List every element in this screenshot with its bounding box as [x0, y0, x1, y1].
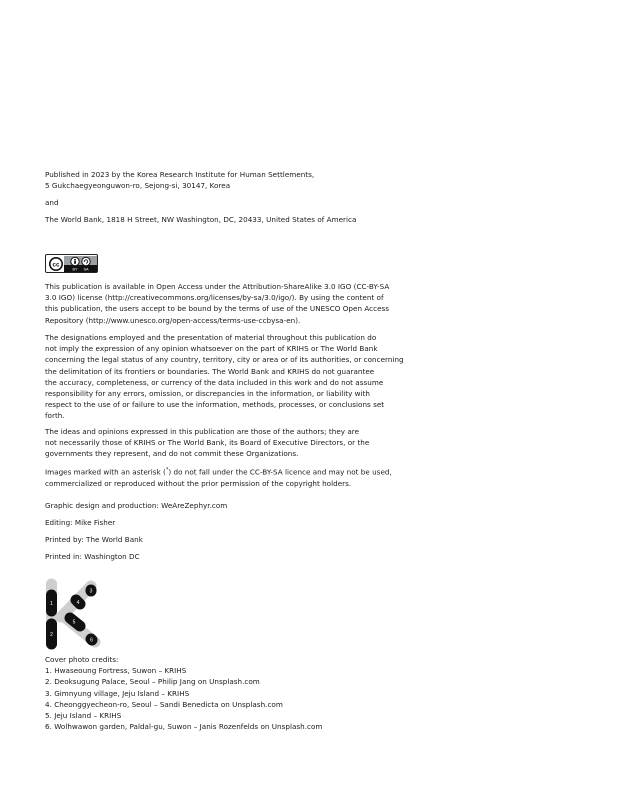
- cc-by-sa-badge: [45, 254, 98, 273]
- k-number-6: 6: [90, 637, 93, 644]
- designations-line: responsibility for any errors, omission, or discrepancies in the information, or liability with: [45, 389, 371, 399]
- cover-credit-item: 1. Hwaseoung Fortress, Suwon – KRIHS: [45, 666, 187, 676]
- images-line-2: commercialized or reproduced without the prior permission of the copyright holders.: [45, 478, 352, 488]
- designations-line: The designations employed and the presentation of material throughout this publication do: [45, 333, 377, 342]
- published-line-2: 5 Gukchaegyeonguwon-ro, Sejong-si, 30147, Korea: [45, 181, 231, 191]
- license-line: Repository (http://www.unesco.org/open-access/terms-use-ccbysa-en).: [45, 315, 301, 325]
- cover-credit-item: 6. Wolhwawon garden, Paldal-gu, Suwon – Janis Rozenfelds on Unsplash.com: [45, 722, 323, 732]
- designations-line: forth.: [45, 411, 65, 421]
- cover-credits: [45, 654, 425, 732]
- license-paragraph: [45, 281, 425, 326]
- k-number-5: 5: [72, 619, 76, 626]
- and-text: and: [45, 198, 59, 207]
- publisher-block: [45, 169, 425, 191]
- images-line-1-start: Images marked with an asterisk (: [45, 467, 166, 477]
- k-number-1: 1: [50, 601, 53, 607]
- cover-credits-heading: Cover photo credits:: [45, 655, 119, 664]
- designations-paragraph: [45, 332, 425, 422]
- graphic-design-credit: Graphic design and production: WeAreZephyr.com: [45, 501, 228, 510]
- images-paragraph: [45, 465, 425, 489]
- designations-line: the delimitation of its frontiers or boundaries. The World Bank and KRIHS do not guarantee: [45, 366, 375, 376]
- images-line-1-end: ) do not fall under the CC-BY-SA licence and may not be used,: [168, 467, 392, 477]
- cc-label: cc: [52, 260, 59, 268]
- designations-line: respect to the use of or failure to use the information, methods, processes, or conclusions set: [45, 400, 385, 410]
- designations-line: not imply the expression of any opinion whatsoever on the part of KRIHS or The World Bank: [45, 344, 378, 354]
- cover-key-k-logo: [45, 578, 105, 650]
- ideas-paragraph: [45, 426, 425, 460]
- ideas-line: governments they represent, and do not commit these Organizations.: [45, 449, 299, 459]
- sa-label: SA: [82, 267, 89, 272]
- cc-by-sa-icon: [47, 256, 97, 272]
- ideas-line: The ideas and opinions expressed in this publication are those of the authors; they are: [45, 427, 360, 436]
- designations-line: concerning the legal status of any country, territory, city or area or of its authorities, or concerning: [45, 355, 404, 365]
- images-line-1: [45, 465, 425, 478]
- cover-credit-item: 4. Cheonggyecheon-ro, Seoul – Sandi Benedicta on Unsplash.com: [45, 699, 283, 709]
- editing-credit: Editing: Mike Fisher: [45, 518, 116, 527]
- ideas-line: not necessarily those of KRIHS or The World Bank, its Board of Executive Directors, or the: [45, 438, 370, 448]
- license-line: This publication is available in Open Access under the Attribution-ShareAlike 3.0 IGO (CC-BY-SA: [45, 282, 390, 291]
- cover-credit-item: 2. Deoksugung Palace, Seoul – Philip Jang on Unsplash.com: [45, 677, 260, 687]
- asterisk-mark: *: [165, 467, 169, 473]
- printed-in-credit: Printed in: Washington DC: [45, 552, 140, 561]
- cover-credit-item: 3. Gimnyung village, Jeju Island – KRIHS: [45, 688, 190, 698]
- by-label: BY: [71, 267, 78, 272]
- license-line: this publication, the users accept to be bound by the terms of use of the UNESCO Open Access: [45, 304, 390, 314]
- cover-credit-item: 5. Jeju Island – KRIHS: [45, 711, 122, 721]
- license-line: 3.0 IGO) license (http://creativecommons.org/licenses/by-sa/3.0/igo/). By using the content of: [45, 293, 384, 303]
- k-number-4: 4: [76, 600, 80, 606]
- k-number-3: 3: [89, 588, 93, 595]
- designations-line: the accuracy, completeness, or currency of the data included in this work and do not assume: [45, 377, 384, 387]
- printed-by-credit: Printed by: The World Bank: [45, 535, 143, 544]
- k-number-2: 2: [50, 632, 53, 638]
- world-bank-address: The World Bank, 1818 H Street, NW Washington, DC, 20433, United States of America: [45, 215, 357, 224]
- published-line-1: Published in 2023 by the Korea Research Institute for Human Settlements,: [45, 170, 315, 179]
